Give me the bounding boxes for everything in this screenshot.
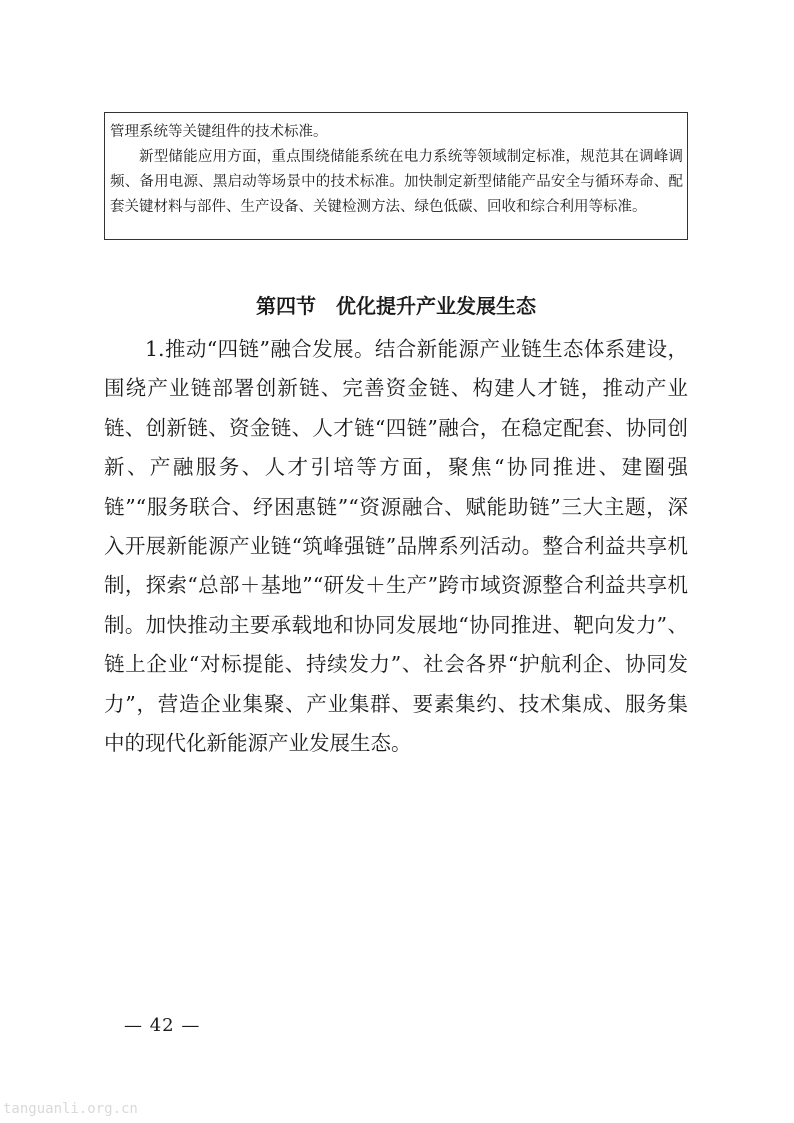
body-paragraph: 1.推动“四链”融合发展。结合新能源产业链生态体系建设，围绕产业链部署创新链、完善资金链、构建人才链，推动产业链、创新链、资金链、人才链“四链”融合，在稳定配套、协同创新、产融服务、人才引培等方面，聚焦“协同推进、建圈强链”“服务联合、纾困惠链”“资源融合、赋能助链”三大主题，深入开展新能源产业链“筑峰强链”品牌系列活动。整合利益共享机制，探索“总部＋基地”“研发＋生产”跨市域资源整合利益共享机制。加快推动主要承载地和协同发展地“协同推进、靶向发力”、链上企业“对标提能、持续发力”、社会各界“护航利企、协同发力”，营造企业集聚、产业集群、要素集约、技术集成、服务集中的现代化新能源产业发展生态。 xyxy=(104,337,688,756)
section-title: 第四节 优化提升产业发展生态 xyxy=(256,294,536,318)
box-paragraph-2: 新型储能应用方面，重点围绕储能系统在电力系统等领域制定标准，规范其在调峰调频、备用电源、黑启动等场景中的技术标准。加快制定新型储能产品安全与循环寿命、配套关键材料与部件、生产设备、关键检测方法、绿色低碳、回收和综合利用等标准。 xyxy=(110,149,683,215)
box-paragraph-1: 管理系统等关键组件的技术标准。 xyxy=(110,124,328,140)
page-number: — 42 — xyxy=(124,1015,201,1036)
watermark-text: tanguanli.org.cn xyxy=(3,1101,138,1117)
standards-text-box xyxy=(104,112,688,240)
